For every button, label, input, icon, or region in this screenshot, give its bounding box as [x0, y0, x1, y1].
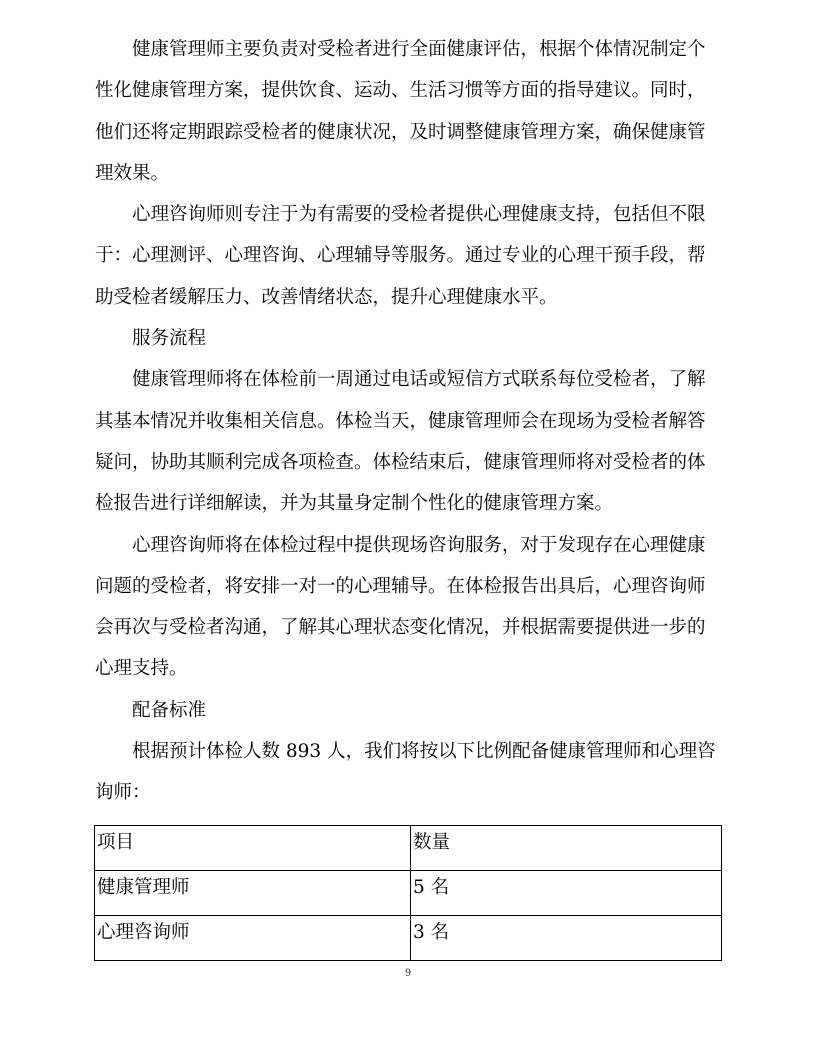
text-line: 心理咨询师将在体检过程中提供现场咨询服务，对于发现存在心理健康	[132, 534, 706, 556]
text-line: 其基本情况并收集相关信息。体检当天，健康管理师会在现场为受检者解答	[95, 410, 706, 432]
text-line: 根据预计体检人数 893 人，我们将按以下比例配备健康管理师和心理咨	[132, 741, 716, 763]
staffing-table	[94, 825, 722, 961]
document-body	[95, 34, 725, 819]
text-line: 理效果。	[95, 162, 170, 184]
table-row	[95, 871, 722, 916]
text-line: 他们还将定期跟踪受检者的健康状况，及时调整健康管理方案，确保健康管	[95, 121, 706, 143]
table-row	[95, 916, 722, 961]
paragraph	[95, 364, 725, 529]
table-cell: 健康管理师	[95, 871, 411, 916]
table-cell: 3 名	[411, 916, 722, 961]
text-line: 会再次与受检者沟通，了解其心理状态变化情况，并根据需要提供进一步的	[95, 617, 706, 639]
text-line: 检报告进行详细解读，并为其量身定制个性化的健康管理方案。	[95, 493, 614, 515]
text-line: 健康管理师将在体检前一周通过电话或短信方式联系每位受检者，了解	[132, 369, 706, 391]
table-header-cell: 数量	[411, 826, 722, 871]
paragraph	[95, 199, 725, 323]
table-cell: 心理咨询师	[95, 916, 411, 961]
paragraph	[95, 736, 725, 819]
paragraph	[95, 34, 725, 199]
text-line: 问题的受检者，将安排一对一的心理辅导。在体检报告出具后，心理咨询师	[95, 575, 706, 597]
paragraph	[95, 695, 725, 736]
text-line: 询师：	[95, 782, 151, 804]
text-line: 性化健康管理方案，提供饮食、运动、生活习惯等方面的指导建议。同时，	[95, 80, 706, 102]
text-line: 服务流程	[132, 328, 207, 350]
paragraph	[95, 323, 725, 364]
text-line: 心理咨询师则专注于为有需要的受检者提供心理健康支持，包括但不限	[132, 204, 706, 226]
text-line: 心理支持。	[95, 658, 188, 680]
table-header-row	[95, 826, 722, 871]
text-line: 于：心理测评、心理咨询、心理辅导等服务。通过专业的心理干预手段，帮	[95, 245, 706, 267]
paragraph	[95, 530, 725, 695]
text-line: 配备标准	[132, 699, 207, 721]
page-number: 9	[404, 968, 412, 979]
table-cell: 5 名	[411, 871, 722, 916]
text-line: 疑问，协助其顺利完成各项检查。体检结束后，健康管理师将对受检者的体	[95, 451, 706, 473]
text-line: 健康管理师主要负责对受检者进行全面健康评估，根据个体情况制定个	[132, 39, 706, 60]
table-header-cell: 项目	[95, 826, 411, 871]
text-line: 助受检者缓解压力、改善情绪状态，提升心理健康水平。	[95, 286, 558, 308]
